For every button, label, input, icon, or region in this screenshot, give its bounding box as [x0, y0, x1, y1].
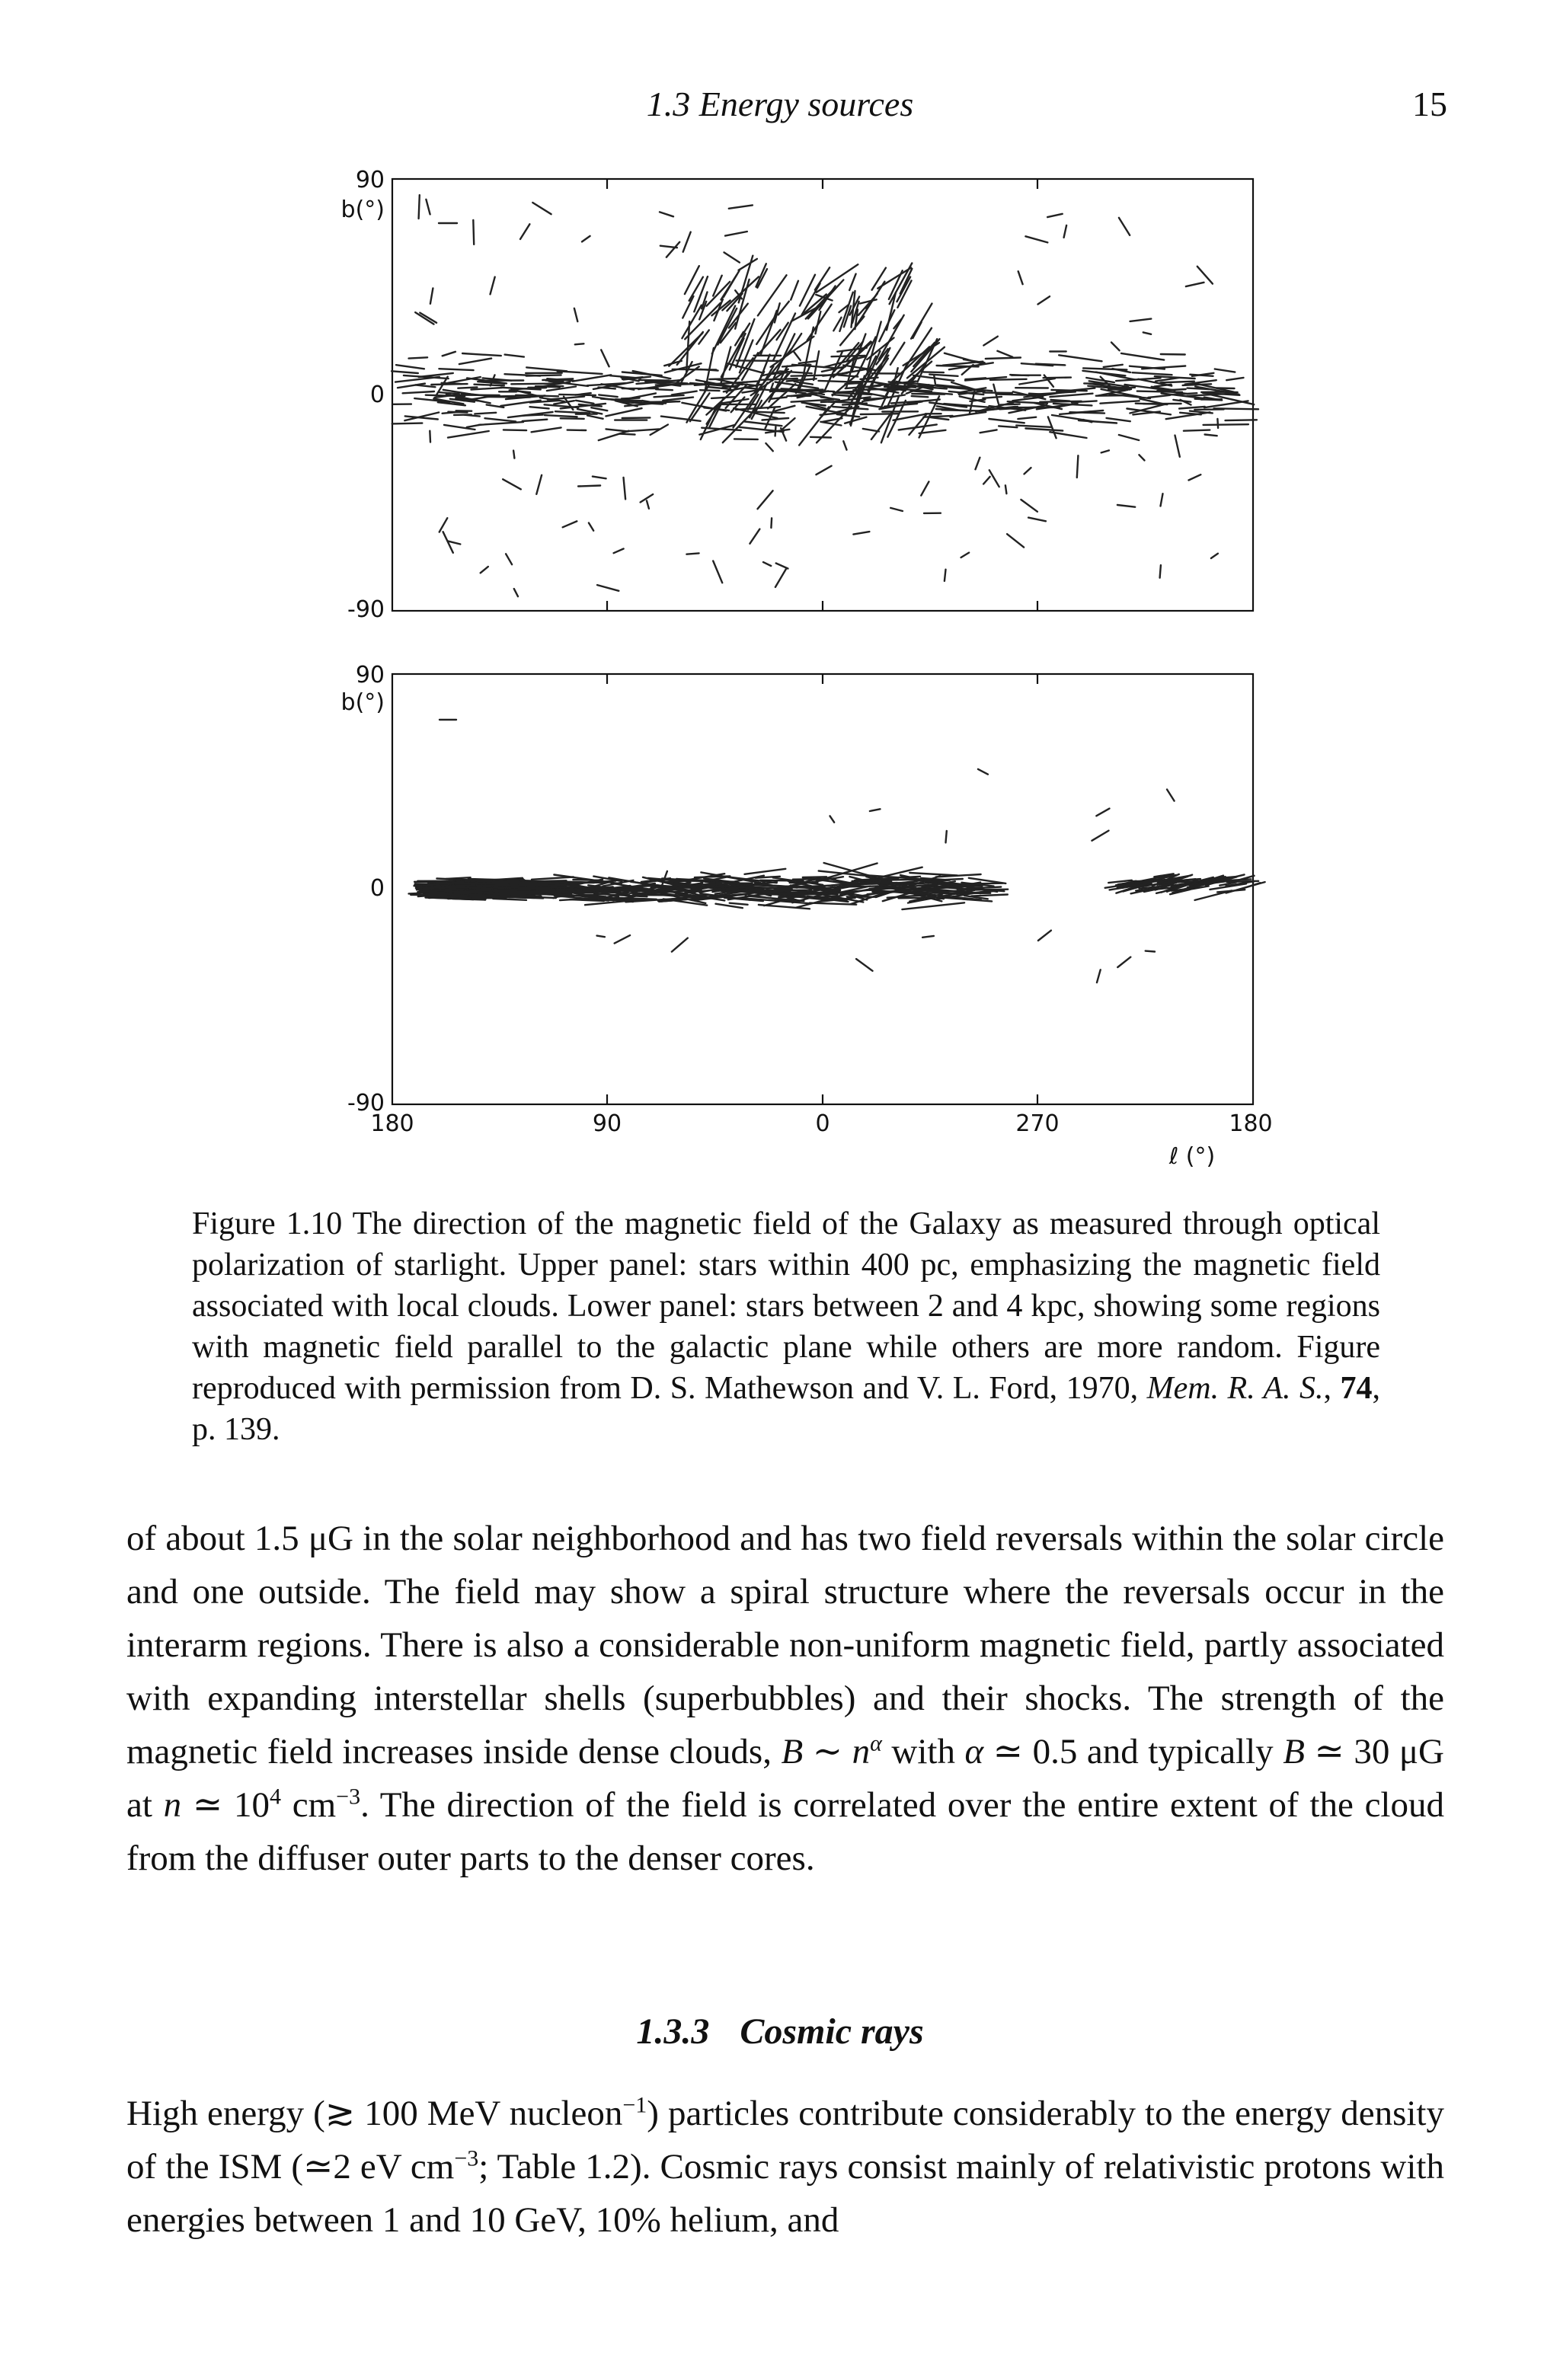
- polarization-vector: [426, 200, 430, 215]
- polarization-vector: [563, 521, 577, 527]
- polarization-vector: [1160, 565, 1161, 578]
- polarization-vector: [1204, 424, 1248, 425]
- polarization-vector: [820, 422, 841, 426]
- polarization-vector: [485, 418, 516, 421]
- polarization-vector: [1119, 435, 1139, 440]
- upper-ytick-0: 0: [369, 382, 385, 408]
- polarization-vector: [1215, 369, 1236, 372]
- polarization-vector: [1167, 393, 1197, 395]
- polarization-vector: [1160, 382, 1194, 383]
- polarization-vector: [1077, 455, 1079, 478]
- polarization-vector: [1186, 283, 1204, 286]
- caption-volume: 74: [1340, 1371, 1373, 1406]
- figure-caption: [192, 1203, 1380, 1450]
- polarization-vector: [392, 371, 418, 373]
- polarization-vector: [771, 518, 772, 528]
- polarization-vector: [1007, 534, 1024, 547]
- polarization-vector: [1179, 407, 1205, 409]
- polarization-vector: [1175, 881, 1200, 883]
- polarization-vector: [660, 212, 673, 216]
- polarization-vector: [997, 351, 1012, 357]
- polarization-vector: [774, 890, 812, 891]
- p1-text-g: cm: [281, 1785, 337, 1825]
- polarization-vector: [721, 334, 746, 377]
- polarization-vector: [1107, 418, 1130, 421]
- polarization-vector: [599, 395, 618, 397]
- polarization-vector: [409, 357, 428, 358]
- polarization-vector: [763, 562, 771, 566]
- polarization-vector: [473, 220, 474, 244]
- polarization-vector: [499, 887, 523, 888]
- polarization-vector: [440, 518, 448, 532]
- polarization-vector: [589, 523, 593, 531]
- polarization-vector: [558, 371, 603, 374]
- polarization-vector: [1205, 435, 1217, 436]
- caption-journal: Mem. R. A. S.: [1146, 1371, 1324, 1406]
- upper-ytick-minus90: -90: [347, 596, 385, 623]
- polarization-vector: [488, 397, 530, 398]
- polarization-vector: [525, 884, 548, 885]
- polarization-vector: [506, 554, 512, 564]
- polarization-vector: [890, 508, 903, 511]
- polarization-vector: [849, 274, 855, 290]
- polarization-vector: [722, 276, 759, 310]
- p1-text-b: ∼: [803, 1732, 852, 1771]
- polarization-vector: [672, 391, 697, 395]
- polarization-vector: [837, 414, 860, 417]
- polarization-vector: [942, 410, 982, 411]
- polarization-vector: [1092, 831, 1108, 841]
- p2-sup-minus3: −3: [454, 2145, 479, 2171]
- polarization-vector: [1083, 368, 1127, 369]
- polarization-vector: [864, 398, 883, 400]
- polarization-vector: [1025, 429, 1063, 431]
- polarization-vector: [740, 427, 784, 432]
- polarization-vector: [1038, 931, 1051, 941]
- polarization-vector: [845, 417, 866, 423]
- polarization-vector: [1161, 354, 1185, 355]
- polarization-vector: [503, 479, 521, 489]
- p1-text-a: of about 1.5 μG in the solar neighborhood and has two field reversals within the solar circle and one outside. The field may show a spiral structure where the reversals occur in the interarm regions. There is also a considerable non-uniform magnetic field, partly associated with expanding interstellar shells (superbubbles) and their shocks. The strength of the magnetic field increases inside dense clouds,: [126, 1519, 1444, 1771]
- polarization-vector: [639, 380, 670, 381]
- p1-text-h: . The direction of the field is correlated over the entire extent of the cloud from the diffuser outer parts to the denser cores.: [126, 1785, 1444, 1878]
- x-axis-label: ℓ (°): [1168, 1143, 1216, 1170]
- polarization-vector: [800, 275, 815, 306]
- polarization-vector: [615, 935, 630, 944]
- polarization-vector: [573, 375, 612, 381]
- polarization-vector: [946, 831, 947, 843]
- polarization-vector: [392, 423, 423, 424]
- polarization-vector: [426, 395, 465, 397]
- lower-ytick-0: 0: [369, 875, 385, 902]
- polarization-vector: [1175, 436, 1180, 457]
- polarization-vector: [578, 486, 600, 487]
- polarization-vector: [945, 570, 946, 581]
- polarization-vector: [627, 393, 656, 398]
- polarization-vector: [758, 490, 773, 509]
- polarization-vector: [491, 277, 495, 295]
- polarization-vector: [532, 427, 561, 432]
- polarization-vector: [601, 350, 609, 366]
- polarization-vector: [561, 418, 584, 419]
- paragraph-magnetic-field: [126, 1512, 1444, 1885]
- polarization-vector: [969, 878, 1006, 883]
- polarization-vector: [1139, 455, 1144, 460]
- polarization-vector: [661, 417, 701, 421]
- polarization-vector: [1130, 319, 1152, 321]
- polarization-vector: [1117, 957, 1130, 967]
- polarization-vector: [587, 416, 603, 419]
- polarization-vector: [909, 873, 957, 876]
- polarization-vector: [654, 395, 684, 397]
- polarization-vector: [576, 401, 593, 404]
- polarization-vector: [443, 412, 462, 414]
- polarization-vector: [1097, 970, 1101, 982]
- polarization-vector: [467, 425, 481, 427]
- polarization-vector: [1108, 389, 1127, 390]
- polarization-vector: [514, 589, 518, 596]
- polarization-vector: [870, 809, 881, 811]
- polarization-vector: [980, 430, 997, 433]
- polarization-vector: [606, 429, 628, 431]
- polarization-vector: [660, 246, 677, 248]
- polarization-vector: [1197, 267, 1213, 284]
- polarization-vector: [986, 358, 1021, 359]
- polarization-vector: [663, 398, 693, 401]
- polarization-vector: [730, 903, 748, 905]
- polarization-vector: [983, 477, 990, 484]
- polarization-vector: [810, 903, 856, 905]
- polarization-vector: [897, 277, 911, 302]
- polarization-vector: [753, 412, 784, 414]
- polarization-vector: [1211, 554, 1218, 558]
- polarization-vector: [499, 891, 541, 892]
- polarization-vector: [532, 203, 551, 214]
- upper-y-label: b(°): [340, 196, 385, 223]
- polarization-vector: [990, 379, 1027, 380]
- polarization-vector: [773, 314, 795, 361]
- polarization-vector: [574, 308, 577, 321]
- polarization-vector: [1059, 355, 1101, 361]
- polarization-vector: [723, 407, 757, 442]
- polarization-vector: [536, 475, 542, 494]
- polarization-vector: [1096, 809, 1109, 816]
- polarization-vector: [1226, 881, 1258, 882]
- p1-text-c: with: [881, 1732, 965, 1771]
- polarization-vector: [1051, 400, 1070, 401]
- polarization-vector: [622, 417, 651, 418]
- polarization-vector: [1018, 271, 1023, 284]
- polarization-vector: [921, 481, 929, 495]
- polarization-vector: [766, 443, 772, 451]
- polarization-vector: [1016, 426, 1050, 427]
- polarization-vector: [439, 369, 473, 370]
- polarization-vector: [685, 266, 699, 294]
- polarization-vector: [902, 902, 964, 909]
- polarization-vector: [729, 205, 753, 208]
- polarization-vector: [983, 337, 998, 346]
- polarization-vector: [739, 259, 757, 270]
- polarization-vector: [1018, 417, 1036, 419]
- polarization-vector: [448, 431, 489, 438]
- polarization-vector: [1189, 474, 1201, 480]
- polarization-vector: [1133, 372, 1172, 375]
- polarization-vector: [1117, 505, 1135, 507]
- polarization-vector: [545, 380, 563, 382]
- polarization-vector: [695, 876, 730, 877]
- figure-canvas: [289, 160, 1303, 1196]
- section-heading: [0, 2011, 1560, 2053]
- polarization-vector: [683, 232, 691, 252]
- polarization-vector: [999, 404, 1020, 405]
- polarization-vector: [606, 408, 641, 416]
- polarization-vector: [939, 893, 990, 894]
- polarization-vector: [815, 267, 830, 289]
- polarization-vector: [545, 415, 577, 417]
- polarization-vector: [775, 427, 776, 436]
- polarization-vector: [1226, 378, 1243, 380]
- section-number: 1.3.3: [636, 2011, 710, 2052]
- polarization-vector: [853, 532, 869, 535]
- p1-math-B2: B: [1283, 1732, 1305, 1771]
- polarization-vector: [930, 417, 948, 420]
- polarization-vector: [961, 553, 970, 557]
- polarization-vector: [1121, 353, 1164, 360]
- polarization-vector: [647, 500, 649, 508]
- polarization-vector: [628, 429, 659, 431]
- xtick-0: 0: [815, 1110, 830, 1137]
- polarization-vector: [1101, 450, 1109, 452]
- polarization-vector: [597, 585, 619, 591]
- polarization-vector: [951, 412, 986, 417]
- polarization-vector: [454, 414, 472, 415]
- polarization-vector: [478, 422, 523, 425]
- polarization-vector: [742, 353, 758, 380]
- polarization-vector: [1146, 951, 1155, 952]
- polarization-vector: [1217, 419, 1218, 428]
- p2-text-c: ; Table 1.2). Cosmic rays consist mainly of relativistic protons with energies between 1 and 10 GeV, 10% helium, and: [126, 2147, 1444, 2240]
- polarization-vector: [1104, 365, 1123, 367]
- p1-math-alpha: α: [964, 1732, 984, 1771]
- xtick-180-right: 180: [1229, 1110, 1273, 1137]
- polarization-vector: [1194, 409, 1223, 410]
- section-title: Cosmic rays: [740, 2011, 924, 2052]
- polarization-vector: [511, 384, 556, 385]
- polarization-vector: [1005, 485, 1007, 494]
- polarization-vector: [713, 276, 722, 296]
- polarization-vector: [1100, 401, 1139, 403]
- polarization-vector: [1183, 384, 1212, 385]
- polarization-vector: [624, 478, 626, 500]
- p1-math-n2: n: [163, 1785, 182, 1825]
- xtick-270: 270: [1015, 1110, 1060, 1137]
- polarization-vector: [762, 418, 789, 420]
- polarization-vector: [1161, 494, 1163, 506]
- polarization-vector: [978, 769, 988, 775]
- p1-sup-alpha: α: [870, 1730, 882, 1756]
- p1-math-n: n: [852, 1732, 871, 1771]
- polarization-vector: [971, 895, 1008, 896]
- polarization-vector: [1167, 790, 1175, 801]
- polarization-vector: [1029, 394, 1047, 395]
- polarization-vector: [794, 352, 801, 361]
- p2-text-a: High energy (≳ 100 MeV nucleon: [126, 2094, 623, 2133]
- polarization-vector: [555, 411, 590, 413]
- polarization-vector: [523, 415, 542, 416]
- polarization-vector: [725, 232, 747, 236]
- polarization-vector: [1083, 420, 1092, 422]
- magnetic-field-figure: [289, 160, 1303, 1196]
- upper-polarization-vectors: [392, 195, 1258, 596]
- polarization-vector: [816, 466, 831, 475]
- polarization-vector: [614, 549, 624, 554]
- polarization-vector: [1082, 371, 1125, 376]
- polarization-vector: [619, 434, 635, 435]
- polarization-vector: [1021, 500, 1037, 512]
- polarization-vector: [475, 413, 496, 414]
- polarization-vector: [713, 561, 722, 583]
- polarization-vector: [513, 451, 514, 458]
- polarization-vector: [856, 959, 872, 971]
- polarization-vector: [1184, 430, 1210, 431]
- polarization-vector: [686, 553, 698, 554]
- polarization-vector: [743, 381, 759, 382]
- polarization-vector: [872, 268, 886, 290]
- polarization-vector: [582, 236, 590, 242]
- polarization-vector: [724, 252, 740, 262]
- caption-pages: , p. 139.: [192, 1371, 1380, 1447]
- polarization-vector: [945, 353, 983, 364]
- polarization-vector: [599, 431, 629, 440]
- running-title: 1.3 Energy sources: [646, 85, 914, 123]
- caption-text: Figure 1.10 The direction of the magnetic field of the Galaxy as measured through optical polarization of starlight. Upper panel: stars within 400 pc, emphasizing the magnetic field associated with local clouds. Lower panel: stars between 2 and 4 kpc, showing some regions with magnetic field parallel to the galactic plane while others are more random. Figure reproduced with permission from D. S. Mathewson and V. L. Ford, 1970,: [192, 1206, 1380, 1406]
- polarization-vector: [520, 224, 529, 239]
- polarization-vector: [1047, 214, 1063, 217]
- polarization-vector: [1111, 343, 1120, 351]
- polarization-vector: [459, 359, 491, 365]
- lower-ytick-minus90: -90: [347, 1090, 385, 1117]
- polarization-vector: [989, 470, 999, 487]
- polarization-vector: [1190, 411, 1213, 414]
- polarization-vector: [791, 281, 798, 300]
- p1-sup-minus3: −3: [336, 1784, 361, 1810]
- p2-text-b: ) particles contribute considerably to the energy density of the ISM (≃2 eV cm: [126, 2094, 1444, 2187]
- polarization-vector: [745, 422, 782, 426]
- page-header: [0, 76, 1560, 129]
- polarization-vector: [475, 385, 504, 386]
- polarization-vector: [1154, 385, 1171, 387]
- upper-ytick-90: 90: [355, 167, 385, 193]
- polarization-vector: [1064, 225, 1067, 238]
- polarization-vector: [750, 529, 759, 544]
- polarization-vector: [656, 389, 673, 390]
- xtick-180-left: 180: [370, 1110, 414, 1137]
- lower-y-label: b(°): [340, 689, 385, 716]
- polarization-vector: [419, 195, 420, 219]
- polarization-vector: [403, 391, 434, 393]
- polarization-vector: [923, 416, 952, 417]
- polarization-vector: [667, 242, 679, 257]
- polarization-vector: [721, 399, 748, 404]
- polarization-vector: [619, 891, 652, 892]
- polarization-vector: [591, 407, 607, 411]
- polarization-vector: [700, 390, 720, 391]
- polarization-vector: [999, 426, 1017, 427]
- polarization-vector: [983, 397, 1002, 398]
- polarization-vector: [1028, 518, 1046, 522]
- xtick-90: 90: [592, 1110, 622, 1137]
- polarization-vector: [799, 361, 817, 363]
- polarization-vector: [1204, 401, 1248, 407]
- polarization-vector: [934, 375, 935, 384]
- polarization-vector: [523, 420, 548, 421]
- polarization-vector: [890, 343, 905, 365]
- polarization-vector: [745, 869, 786, 874]
- polarization-vector: [481, 567, 488, 573]
- polarization-vector: [442, 886, 465, 887]
- polarization-vector: [682, 296, 693, 318]
- polarization-vector: [922, 936, 934, 938]
- polarization-vector: [1025, 468, 1031, 474]
- polarization-vector: [1025, 236, 1047, 242]
- polarization-vector: [1217, 890, 1245, 892]
- polarization-vector: [760, 880, 803, 881]
- polarization-vector: [462, 353, 501, 356]
- polarization-vector: [976, 458, 980, 470]
- polarization-vector: [597, 936, 605, 938]
- polarization-vector: [505, 355, 524, 357]
- polarization-vector: [775, 569, 786, 587]
- p1-text-e: ≃ 30 μG at: [126, 1732, 1445, 1825]
- polarization-vector: [1143, 332, 1151, 334]
- polarization-vector: [672, 938, 688, 952]
- polarization-vector: [443, 352, 456, 356]
- p1-sup-4: 4: [270, 1784, 281, 1810]
- polarization-vector: [1069, 412, 1104, 413]
- polarization-vector: [843, 441, 846, 449]
- polarization-vector: [698, 330, 708, 343]
- polarization-vector: [830, 816, 835, 822]
- polarization-vector: [575, 343, 584, 344]
- polarization-vector: [415, 312, 433, 324]
- polarization-vector: [396, 365, 424, 369]
- polarization-vector: [1119, 218, 1130, 235]
- p1-math-B: B: [781, 1732, 804, 1771]
- polarization-vector: [430, 288, 433, 303]
- p1-text-f: ≃ 10: [181, 1785, 270, 1825]
- p1-text-d: ≃ 0.5 and typically: [983, 1732, 1283, 1771]
- polarization-vector: [530, 407, 549, 408]
- page-number: 15: [1412, 85, 1447, 123]
- polarization-vector: [1038, 296, 1050, 304]
- polarization-vector: [593, 477, 606, 479]
- polarization-vector: [782, 418, 795, 430]
- p2-sup-minus1: −1: [622, 2092, 647, 2118]
- lower-polarization-vectors: [409, 720, 1265, 982]
- paragraph-cosmic-rays: [126, 2087, 1444, 2247]
- polarization-vector: [912, 396, 929, 397]
- lower-ytick-90: 90: [355, 662, 385, 688]
- caption-separator: ,: [1323, 1371, 1341, 1406]
